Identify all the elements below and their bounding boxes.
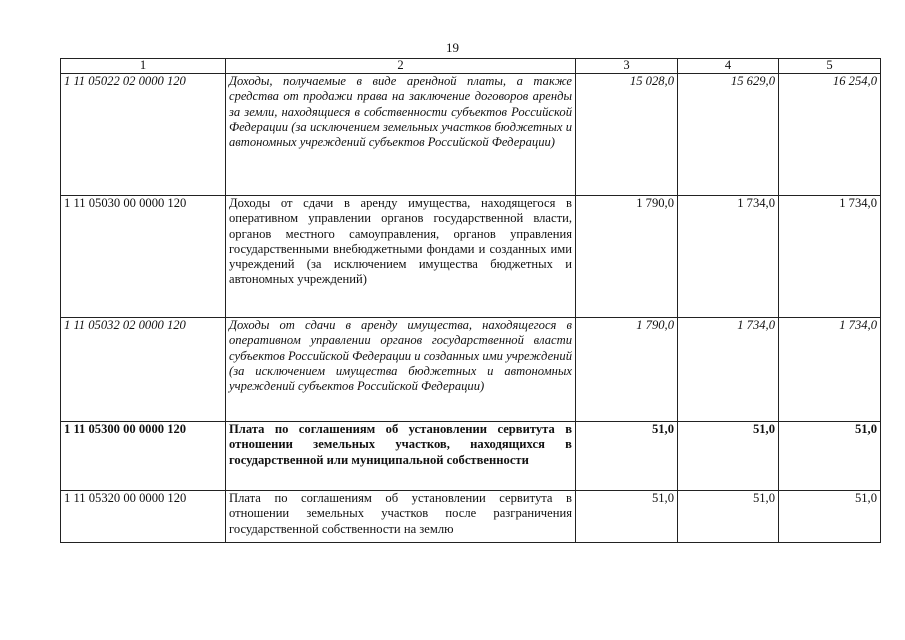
- row-value-col5: 51,0: [779, 422, 881, 491]
- row-value-col3: 1 790,0: [576, 196, 678, 318]
- table-row: [61, 422, 881, 491]
- revenue-table: [60, 58, 881, 543]
- row-value-col4: 51,0: [678, 422, 779, 491]
- table-row: [61, 196, 881, 318]
- row-value-col4: 15 629,0: [678, 74, 779, 196]
- row-value-col3: 51,0: [576, 422, 678, 491]
- row-value-col3: 1 790,0: [576, 318, 678, 422]
- column-header-4: 4: [678, 59, 779, 74]
- table-header-row: [61, 59, 881, 74]
- row-value-col3: 51,0: [576, 491, 678, 543]
- row-code: 1 11 05022 02 0000 120: [61, 74, 226, 196]
- column-header-2: 2: [226, 59, 576, 74]
- row-description: Доходы от сдачи в аренду имущества, находящегося в оперативном управлении органов государственной власти, органов местного самоуправления, органов управления государственными внебюджетными фондами и созданных ими учреждений (за исключением имущества бюджетных и автономных учреждений): [226, 196, 576, 318]
- row-description: Плата по соглашениям об установлении сервитута в отношении земельных участков, находящихся в государственной или муниципальной собственности: [226, 422, 576, 491]
- row-code: 1 11 05300 00 0000 120: [61, 422, 226, 491]
- table-row: [61, 74, 881, 196]
- row-value-col5: 1 734,0: [779, 196, 881, 318]
- row-value-col4: 1 734,0: [678, 196, 779, 318]
- column-header-1: 1: [61, 59, 226, 74]
- row-value-col5: 51,0: [779, 491, 881, 543]
- column-header-5: 5: [779, 59, 881, 74]
- column-header-3: 3: [576, 59, 678, 74]
- row-code: 1 11 05032 02 0000 120: [61, 318, 226, 422]
- row-value-col5: 1 734,0: [779, 318, 881, 422]
- row-code: 1 11 05320 00 0000 120: [61, 491, 226, 543]
- row-value-col3: 15 028,0: [576, 74, 678, 196]
- row-code: 1 11 05030 00 0000 120: [61, 196, 226, 318]
- row-value-col5: 16 254,0: [779, 74, 881, 196]
- row-description: Доходы, получаемые в виде арендной платы, а также средства от продажи права на заключение договоров аренды за земли, находящиеся в собственности субъектов Российской Федерации (за исключением земельных участков бюджетных и автономных учреждений субъектов Российской Федерации): [226, 74, 576, 196]
- page-number: 19: [446, 40, 459, 55]
- row-description: Плата по соглашениям об установлении сервитута в отношении земельных участков после разграничения государственной собственности на землю: [226, 491, 576, 543]
- row-description: Доходы от сдачи в аренду имущества, находящегося в оперативном управлении органов государственной власти субъектов Российской Федерации и созданных ими учреждений (за исключением имущества бюджетных и автономных учреждений субъектов Российской Федерации): [226, 318, 576, 422]
- table-row: [61, 491, 881, 543]
- table-row: [61, 318, 881, 422]
- row-value-col4: 51,0: [678, 491, 779, 543]
- row-value-col4: 1 734,0: [678, 318, 779, 422]
